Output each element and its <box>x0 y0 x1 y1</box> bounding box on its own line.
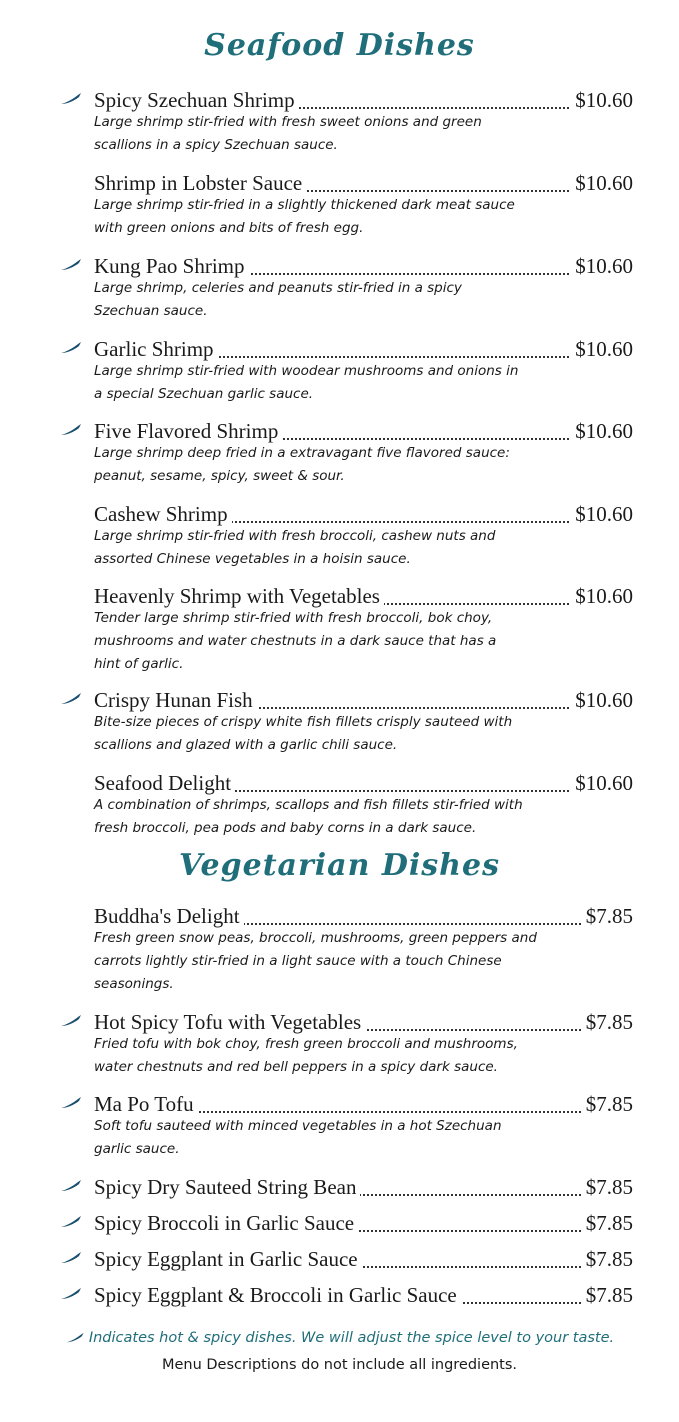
item-name: Spicy Eggplant & Broccoli in Garlic Sauce <box>94 1281 461 1309</box>
pepper-icon <box>60 1215 82 1229</box>
ingredients-disclaimer: Menu Descriptions do not include all ingredients. <box>161 1357 518 1373</box>
item-price: $10.60 <box>571 86 633 114</box>
item-description-line: assorted Chinese vegetables in a hoisin sauce. <box>94 551 411 567</box>
vegetarian-section-title: Vegetarian Dishes <box>179 848 500 883</box>
item-description-line: Large shrimp stir-fried with woodear mushrooms and onions in <box>94 363 519 379</box>
item-price: $7.85 <box>582 1008 633 1036</box>
menu-item-row <box>0 1245 679 1273</box>
item-description-line: mushrooms and water chestnuts in a dark sauce that has a <box>94 633 497 649</box>
item-name: Spicy Dry Sauteed String Bean <box>94 1173 360 1201</box>
item-description-line: Large shrimp deep fried in a extravagant five flavored sauce: <box>94 445 510 461</box>
menu-item <box>0 1173 679 1201</box>
menu-item <box>0 417 679 484</box>
menu-item-row <box>0 86 679 114</box>
pepper-icon <box>60 1251 82 1265</box>
menu-item-row <box>0 417 679 445</box>
item-price: $7.85 <box>582 1281 633 1309</box>
item-description-line: peanut, sesame, spicy, sweet & sour. <box>94 468 345 484</box>
item-name: Cashew Shrimp <box>94 500 232 528</box>
pepper-icon <box>65 1332 85 1344</box>
menu-item-row <box>0 1209 679 1237</box>
item-name: Spicy Eggplant in Garlic Sauce <box>94 1245 362 1273</box>
item-price: $7.85 <box>582 1090 633 1118</box>
menu-item <box>0 500 679 567</box>
pepper-icon <box>60 92 82 106</box>
item-price: $10.60 <box>571 252 633 280</box>
menu-item-row <box>0 1281 679 1309</box>
item-description-line: hint of garlic. <box>94 656 184 672</box>
menu-item <box>0 769 679 836</box>
pepper-icon <box>60 1287 82 1301</box>
item-description-line: Large shrimp stir-fried with fresh sweet onions and green <box>94 114 482 130</box>
item-name: Hot Spicy Tofu with Vegetables <box>94 1008 365 1036</box>
item-price: $7.85 <box>582 902 633 930</box>
pepper-icon <box>60 1096 82 1110</box>
item-description-line: Large shrimp stir-fried with fresh broccoli, cashew nuts and <box>94 528 496 544</box>
item-name: Spicy Szechuan Shrimp <box>94 86 299 114</box>
menu-item-row <box>0 500 679 528</box>
item-description-line: Bite-size pieces of crispy white fish fillets crisply sauteed with <box>94 714 513 730</box>
item-description-line: Fried tofu with bok choy, fresh green broccoli and mushrooms, <box>94 1036 518 1052</box>
pepper-icon <box>60 258 82 272</box>
item-description-line: seasonings. <box>94 976 174 992</box>
item-name: Seafood Delight <box>94 769 235 797</box>
item-name: Kung Pao Shrimp <box>94 252 249 280</box>
item-name: Ma Po Tofu <box>94 1090 198 1118</box>
item-price: $10.60 <box>571 335 633 363</box>
item-price: $10.60 <box>571 169 633 197</box>
menu-item-row <box>0 169 679 197</box>
item-name: Five Flavored Shrimp <box>94 417 282 445</box>
menu-item <box>0 1090 679 1157</box>
seafood-section-title: Seafood Dishes <box>204 28 475 63</box>
item-description-line: fresh broccoli, pea pods and baby corns in a dark sauce. <box>94 820 477 836</box>
item-description-line: carrots lightly stir-fried in a light sauce with a touch Chinese <box>94 953 502 969</box>
menu-item-row <box>0 769 679 797</box>
menu-item <box>0 86 679 153</box>
spicy-legend <box>0 1330 679 1346</box>
pepper-icon <box>60 423 82 437</box>
item-description-line: A combination of shrimps, scallops and fish fillets stir-fried with <box>94 797 523 813</box>
menu-item-row <box>0 1008 679 1036</box>
item-name: Shrimp in Lobster Sauce <box>94 169 306 197</box>
item-price: $10.60 <box>571 769 633 797</box>
item-description-line: Large shrimp, celeries and peanuts stir-fried in a spicy <box>94 280 462 296</box>
pepper-icon <box>60 341 82 355</box>
item-description-line: with green onions and bits of fresh egg. <box>94 220 364 236</box>
item-description-line: Soft tofu sauteed with minced vegetables in a hot Szechuan <box>94 1118 502 1134</box>
item-price: $10.60 <box>571 417 633 445</box>
menu-item-row <box>0 252 679 280</box>
menu-item <box>0 1245 679 1273</box>
item-price: $7.85 <box>582 1173 633 1201</box>
menu-item <box>0 1008 679 1075</box>
item-price: $7.85 <box>582 1245 633 1273</box>
pepper-icon <box>60 1014 82 1028</box>
menu-item <box>0 686 679 753</box>
menu-item <box>0 1209 679 1237</box>
item-name: Garlic Shrimp <box>94 335 218 363</box>
pepper-icon <box>60 692 82 706</box>
item-name: Buddha's Delight <box>94 902 244 930</box>
item-price: $10.60 <box>571 500 633 528</box>
item-price: $10.60 <box>571 686 633 714</box>
menu-item-row <box>0 686 679 714</box>
menu-item-row <box>0 335 679 363</box>
item-description-line: water chestnuts and red bell peppers in a spicy dark sauce. <box>94 1059 498 1075</box>
item-price: $7.85 <box>582 1209 633 1237</box>
menu-item-row <box>0 1173 679 1201</box>
spicy-legend-text: Indicates hot & spicy dishes. We will adjust the spice level to your taste. <box>88 1330 615 1346</box>
item-description-line: Fresh green snow peas, broccoli, mushrooms, green peppers and <box>94 930 537 946</box>
menu-item-row <box>0 582 679 610</box>
item-description-line: Large shrimp stir-fried in a slightly thickened dark meat sauce <box>94 197 515 213</box>
menu-item <box>0 335 679 402</box>
item-description-line: garlic sauce. <box>94 1141 180 1157</box>
item-description-line: scallions in a spicy Szechuan sauce. <box>94 137 338 153</box>
item-name: Crispy Hunan Fish <box>94 686 257 714</box>
item-description-line: Szechuan sauce. <box>94 303 208 319</box>
menu-item-row <box>0 902 679 930</box>
menu-item <box>0 582 679 672</box>
menu-item <box>0 1281 679 1309</box>
menu-item-row <box>0 1090 679 1118</box>
item-name: Spicy Broccoli in Garlic Sauce <box>94 1209 358 1237</box>
item-name: Heavenly Shrimp with Vegetables <box>94 582 384 610</box>
item-description-line: a special Szechuan garlic sauce. <box>94 386 314 402</box>
item-description-line: scallions and glazed with a garlic chili sauce. <box>94 737 398 753</box>
pepper-icon <box>60 1179 82 1193</box>
menu-item <box>0 902 679 992</box>
item-description-line: Tender large shrimp stir-fried with fresh broccoli, bok choy, <box>94 610 493 626</box>
item-price: $10.60 <box>571 582 633 610</box>
menu-item <box>0 169 679 236</box>
menu-item <box>0 252 679 319</box>
